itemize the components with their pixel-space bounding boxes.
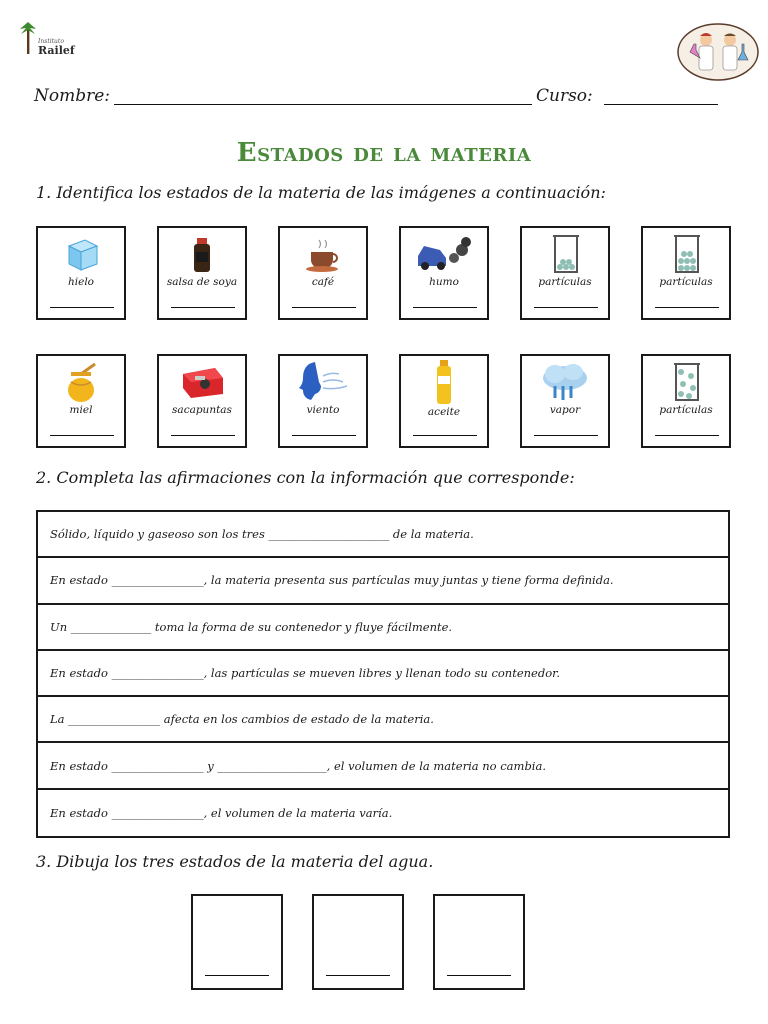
answer-line[interactable]	[292, 307, 356, 308]
answer-line[interactable]	[171, 435, 235, 436]
draw-box-3[interactable]	[433, 894, 525, 990]
answer-line[interactable]	[655, 435, 719, 436]
steam-cloud-icon	[539, 362, 591, 402]
statements-table	[36, 510, 730, 838]
card-particulas-2	[641, 226, 731, 320]
logo-name: Railef	[38, 44, 75, 57]
answer-line[interactable]	[534, 435, 598, 436]
answer-line[interactable]	[413, 307, 477, 308]
card-humo	[399, 226, 489, 320]
card-label: hielo	[67, 276, 94, 288]
course-label: Curso:	[536, 86, 593, 106]
card-viento	[278, 354, 368, 448]
name-label: Nombre:	[34, 86, 111, 106]
draw-box-2[interactable]	[312, 894, 404, 990]
statement-row[interactable]: En estado ________________ y ___________________, el volumen de la materia no cambia.	[38, 743, 728, 789]
card-label: salsa de soya	[166, 276, 238, 288]
course-field[interactable]	[604, 104, 718, 105]
card-particulas-1	[520, 226, 610, 320]
card-label: sacapuntas	[172, 404, 232, 416]
statement-row[interactable]: En estado ________________, el volumen de la materia varía.	[50, 805, 393, 820]
car-smoke-icon	[414, 234, 474, 274]
card-label: miel	[69, 404, 93, 416]
soy-sauce-bottle-icon	[182, 234, 222, 274]
card-label: partículas	[659, 276, 713, 288]
card-label: partículas	[659, 404, 713, 416]
answer-line[interactable]	[50, 307, 114, 308]
card-miel	[36, 354, 126, 448]
statement-row[interactable]: Un ______________ toma la forma de su contenedor y fluye fácilmente.	[38, 605, 728, 651]
card-label: partículas	[538, 276, 592, 288]
card-label: viento	[306, 404, 340, 416]
card-label: café	[311, 276, 335, 288]
beaker-particles-icon	[666, 360, 706, 404]
section2-instruction: 2. Completa las afirmaciones con la información que corresponde:	[36, 468, 575, 487]
card-salsa-de-soya	[157, 226, 247, 320]
answer-line[interactable]	[171, 307, 235, 308]
draw-box-1[interactable]	[191, 894, 283, 990]
answer-line[interactable]	[447, 975, 511, 976]
card-label: aceite	[427, 406, 461, 418]
answer-line[interactable]	[413, 435, 477, 436]
answer-line[interactable]	[326, 975, 390, 976]
answer-line[interactable]	[292, 435, 356, 436]
card-vapor	[520, 354, 610, 448]
ice-cube-icon	[61, 234, 101, 274]
scientists-illustration	[676, 22, 760, 82]
card-cafe	[278, 226, 368, 320]
card-aceite	[399, 354, 489, 448]
card-particulas-3	[641, 354, 731, 448]
pencil-sharpener-icon	[177, 362, 227, 402]
statement-row[interactable]: En estado ________________, la materia presenta sus partículas muy juntas y tiene forma definida.	[38, 558, 728, 604]
oil-bottle-icon	[429, 358, 459, 406]
card-label: humo	[429, 276, 459, 288]
answer-line[interactable]	[655, 307, 719, 308]
beaker-particles-icon	[545, 232, 585, 276]
name-course-row	[34, 86, 734, 110]
tree-icon	[18, 20, 38, 54]
section1-instruction: 1. Identifica los estados de la materia de las imágenes a continuación:	[36, 183, 606, 202]
beaker-particles-icon	[666, 232, 706, 276]
answer-line[interactable]	[50, 435, 114, 436]
statement-row[interactable]: La ________________ afecta en los cambios de estado de la materia.	[38, 697, 728, 743]
card-sacapuntas	[157, 354, 247, 448]
logo-subtitle: Instituto	[38, 38, 64, 45]
card-label: vapor	[549, 404, 581, 416]
answer-line[interactable]	[205, 975, 269, 976]
honey-jar-icon	[61, 360, 101, 404]
answer-line[interactable]	[534, 307, 598, 308]
coffee-cup-icon	[303, 234, 343, 274]
page-title: Estados de la materia	[236, 138, 532, 168]
school-logo	[18, 20, 88, 64]
statement-row[interactable]: Sólido, líquido y gaseoso son los tres _____________________ de la materia.	[38, 512, 728, 558]
section3-instruction: 3. Dibuja los tres estados de la materia del agua.	[36, 852, 434, 871]
name-field[interactable]	[114, 104, 532, 105]
card-hielo	[36, 226, 126, 320]
wind-face-icon	[293, 360, 353, 404]
statement-row[interactable]: En estado ________________, las partículas se mueven libres y llenan todo su contenedor.	[38, 651, 728, 697]
